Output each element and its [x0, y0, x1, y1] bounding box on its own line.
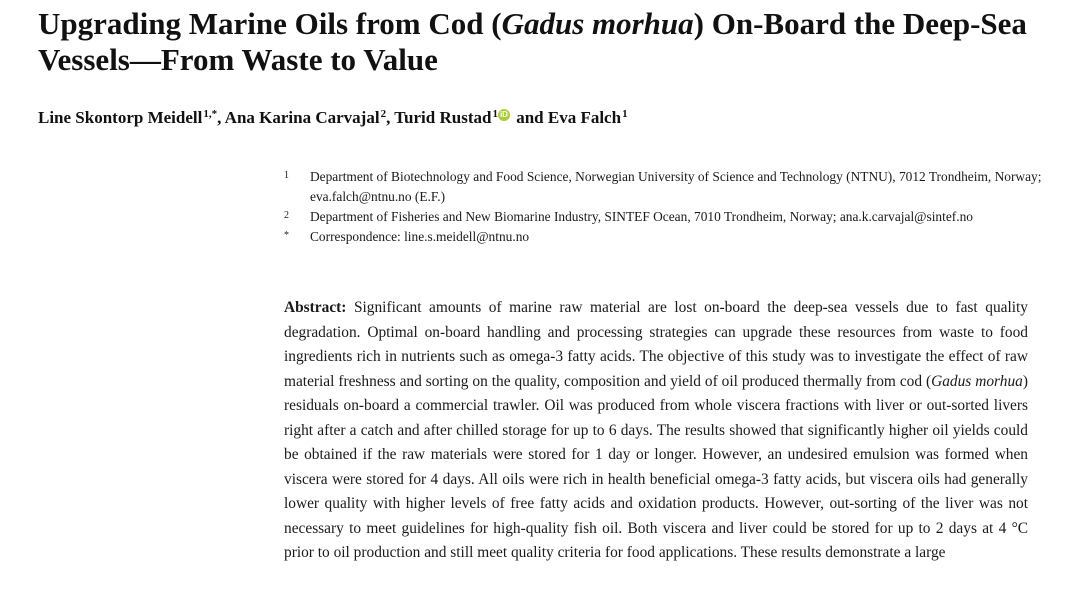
- title-part-2: ) On-Board the Deep-Sea Vessels—From Waste to Value: [38, 6, 1027, 77]
- correspondence-text: Correspondence: line.s.meidell@ntnu.no: [310, 229, 530, 244]
- author-separator: and: [516, 108, 544, 127]
- author-affil-marker: 1: [492, 108, 498, 120]
- title-species-italic: Gadus morhua: [501, 6, 694, 41]
- author-affil-marker: 1,*: [203, 108, 218, 120]
- affiliations: [284, 167, 1064, 247]
- author-affil-marker: 2: [380, 108, 387, 120]
- affiliation-item: [284, 227, 1064, 247]
- affiliation-text: Department of Fisheries and New Biomarine Industry, SINTEF Ocean, 7010 Trondheim, Norway; ana.k.carvajal@sintef.no: [310, 209, 973, 224]
- affiliation-marker: 2: [284, 210, 289, 221]
- author-list: [38, 103, 628, 129]
- abstract-text-2: ) residuals on-board a commercial trawler. Oil was produced from whole viscera fractions with liver or out-sorted livers right after a catch and after chilled storage for up to 6 days. The results showed that significantly higher oil yields could be obtained if the raw materials were stored for 1 day or longer. However, an undesired emulsion was formed when viscera were stored for 4 days. All oils were rich in health beneficial omega-3 fatty acids, but viscera oils had generally lower quality with higher levels of free fatty acids and oxidation products. However, out-sorting of the liver was not necessary to meet guidelines for high-quality fish oil. Both viscera and liver could be stored for up to 2 days at 4 °C prior to oil production and still meet quality criteria for food applications. These results demonstrate a large: [284, 372, 1028, 561]
- abstract-text-1: Significant amounts of marine raw material are lost on-board the deep-sea vessels due to fast quality degradation. Optimal on-board handling and processing strategies can upgrade these resources from waste to food ingredients rich in nutrients such as omega-3 fatty acids. The objective of this study was to investigate the effect of raw material freshness and sorting on the quality, composition and yield of oil produced thermally from cod (: [284, 299, 1028, 390]
- author-affil-marker: 1: [622, 108, 628, 120]
- paper-title: [38, 6, 1068, 78]
- title-part-1: Upgrading Marine Oils from Cod (: [38, 6, 502, 41]
- affiliation-item: [284, 167, 1064, 207]
- orcid-icon[interactable]: iD: [499, 110, 508, 119]
- author-name[interactable]: Eva Falch: [547, 108, 622, 127]
- author-separator: ,: [386, 108, 391, 127]
- affiliation-marker: *: [284, 230, 289, 241]
- author-name[interactable]: Turid Rustad: [394, 108, 492, 127]
- abstract: [284, 296, 1028, 566]
- author-separator: ,: [217, 108, 222, 127]
- author-name[interactable]: Ana Karina Carvajal: [224, 108, 380, 127]
- affiliation-item: [284, 207, 1064, 227]
- abstract-label: Abstract:: [284, 299, 347, 316]
- affiliation-marker: 1: [284, 170, 289, 181]
- affiliation-text: Department of Biotechnology and Food Science, Norwegian University of Science and Technology (NTNU), 7012 Trondheim, Norway; eva.falch@ntnu.no (E.F.): [310, 169, 1042, 204]
- abstract-species-italic: Gadus morhua: [931, 372, 1023, 390]
- author-name[interactable]: Line Skontorp Meidell: [38, 108, 203, 127]
